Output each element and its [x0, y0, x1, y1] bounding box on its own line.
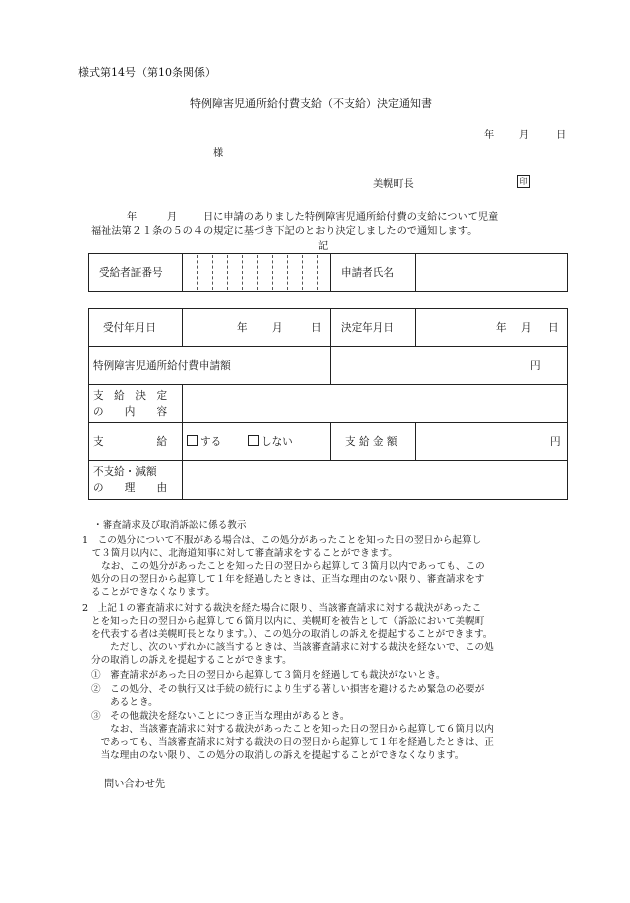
date-year: 年 — [484, 130, 495, 141]
notice-line: とを知った日の翌日から起算して６箇月以内に、美幌町を被告として（訴訟において美幌町 — [91, 616, 485, 627]
form-number: 様式第14号（第10条関係） — [78, 66, 216, 79]
notice-heading: ・審査請求及び取消訴訟に係る教示 — [93, 520, 247, 531]
recipient-cert-digits[interactable] — [184, 258, 329, 288]
decision-content-label-2: の 内 容 — [93, 406, 168, 418]
seal-mark — [517, 175, 530, 188]
option-yes-label: する — [200, 436, 222, 448]
intro-month: 月 — [167, 212, 178, 223]
recipient-cert-label: 受給者証番号 — [99, 267, 163, 279]
decision-date-label: 決定年月日 — [341, 322, 394, 334]
contact-label: 問い合わせ先 — [104, 779, 166, 790]
payment-amount-yen: 円 — [550, 436, 561, 448]
reason-label-2: の 理 由 — [93, 482, 168, 494]
notice-line: ただし、次のいずれかに該当するときは、当該審査請求に対する裁決を経ないで、この処 — [91, 642, 494, 653]
payment-option-no[interactable] — [248, 434, 293, 449]
payment-option-yes[interactable] — [187, 434, 221, 449]
notice-line: を代表する者は美幌町長となります。）、この処分の取消しの訴えを提起することができます。 — [91, 629, 493, 640]
notice-line: あるとき。 — [91, 697, 158, 708]
date-day: 日 — [556, 130, 567, 141]
notice-line: 1 この処分について不服がある場合は、この処分があったことを知った日の翌日から起算し — [82, 535, 482, 546]
applicant-name-label: 申請者氏名 — [341, 267, 394, 279]
notice-line: て３箇月以内に、北海道知事に対して審査請求をすることができます。 — [82, 548, 398, 559]
seal-char: 印 — [517, 175, 530, 188]
intro-line1-rest: 日に申請のありました特例障害児通所給付費の支給について児童 — [203, 212, 499, 223]
decision-day: 日 — [548, 322, 559, 334]
payment-amount-label: 支 給 金 額 — [345, 436, 398, 448]
decision-content-label-1: 支 給 決 定 — [93, 390, 168, 402]
checkbox-no[interactable] — [248, 435, 259, 446]
intro-line2: 福祉法第２１条の５の４の規定に基づき下記のとおり決定しましたので通知します。 — [91, 226, 478, 237]
decision-month: 月 — [521, 322, 532, 334]
notice-line: であっても、当該審査請求に対する裁決の日の翌日から起算して１年を経過したときは、正 — [91, 737, 494, 748]
notice-line: 2 上記１の審査請求に対する裁決を経た場合に限り、当該審査請求に対する裁決があったこ — [82, 603, 482, 614]
notice-line: 分の取消しの訴えを提起することができます。 — [91, 655, 292, 666]
document-title: 特例障害児通所給付費支給（不支給）決定通知書 — [190, 97, 432, 110]
notice-line: なお、当該審査請求に対する裁決があったことを知った日の翌日から起算して６箇月以内 — [91, 724, 494, 735]
applied-amount-label: 特例障害児通所給付費申請額 — [93, 360, 231, 372]
notice-line: 処分の日の翌日から起算して１年を経過したときは、正当な理由のない限り、審査請求をす — [91, 574, 485, 585]
notice-line: ② この処分、その執行又は手続の続行により生ずる著しい損害を避けるため緊急の必要が — [91, 684, 485, 695]
received-month: 月 — [272, 322, 283, 334]
issuer-name: 美幌町長 — [373, 179, 414, 190]
intro-year: 年 — [127, 212, 138, 223]
notice-line: ① 審査請求があった日の翌日から起算して３箇月を経過しても裁決がないとき。 — [91, 670, 446, 681]
date-month: 月 — [519, 130, 530, 141]
payment-label: 支 給 — [93, 436, 168, 448]
ki-mark: 記 — [318, 241, 329, 252]
notice-line: なお、この処分があったことを知った日の翌日から起算して３箇月以内であっても、この — [82, 561, 485, 572]
notice-line: ③ その他裁決を経ないことにつき正当な理由があるとき。 — [91, 711, 350, 722]
option-no-label: しない — [261, 436, 293, 448]
reason-label-1: 不支給・減額 — [93, 466, 157, 478]
received-year: 年 — [237, 322, 248, 334]
addressee-suffix: 様 — [213, 148, 224, 159]
notice-line: 当な理由のない限り、この処分の取消しの訴えを提起することができなくなります。 — [91, 750, 465, 761]
checkbox-yes[interactable] — [187, 435, 198, 446]
received-day: 日 — [311, 322, 322, 334]
applicant-name-field[interactable] — [417, 258, 565, 288]
received-date-label: 受付年月日 — [103, 322, 156, 334]
decision-year: 年 — [496, 322, 507, 334]
applied-amount-yen: 円 — [530, 360, 541, 372]
notice-line: ることができなくなります。 — [91, 587, 215, 598]
